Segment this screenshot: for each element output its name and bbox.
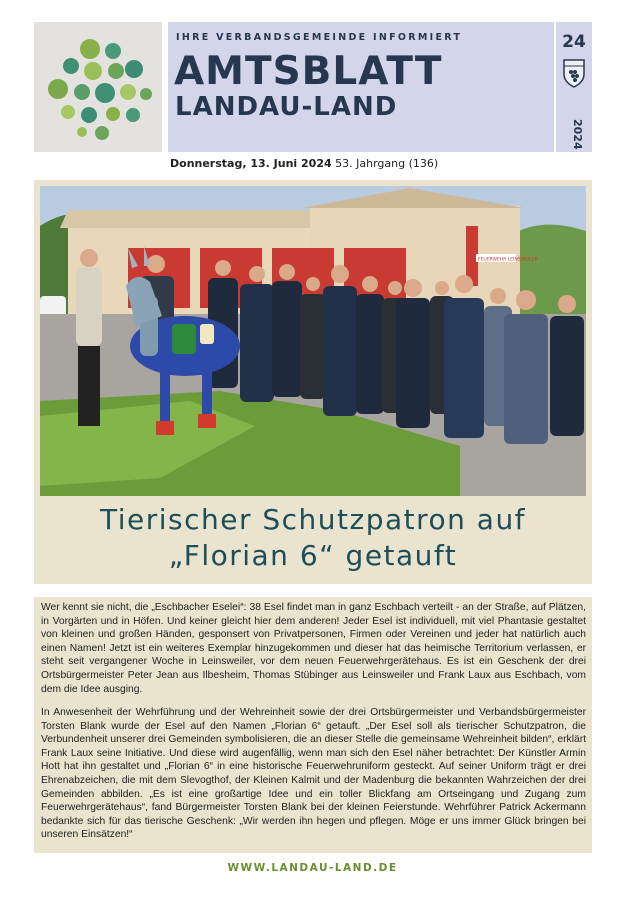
issue-volume: 53. Jahrgang (136) xyxy=(335,157,439,170)
lead-photo xyxy=(40,186,586,496)
logo xyxy=(34,22,162,152)
issue-box xyxy=(556,22,592,152)
masthead-title: AMTSBLATT xyxy=(174,49,443,94)
dots-logo-icon xyxy=(34,22,162,152)
article-body xyxy=(34,597,592,853)
masthead xyxy=(168,22,554,152)
coat-of-arms-icon xyxy=(562,58,586,88)
headline-line-1: Tierischer Schutzpatron auf xyxy=(99,503,527,536)
footer-website-link[interactable]: WWW.LANDAU-LAND.DE xyxy=(227,862,398,874)
issue-date: Donnerstag, 13. Juni 2024 xyxy=(170,157,332,170)
issue-number: 24 xyxy=(562,32,586,52)
article-headline xyxy=(34,502,592,574)
masthead-kicker: IHRE VERBANDSGEMEINDE INFORMIERT xyxy=(176,32,463,43)
lead-story-panel xyxy=(34,180,592,584)
building-sign: FEUERWEHR LEINSWEILER xyxy=(478,257,538,263)
group-photo-image xyxy=(40,186,586,496)
headline-line-2: „Florian 6“ getauft xyxy=(168,539,458,572)
dateline xyxy=(170,157,438,170)
article-paragraph-2: In Anwesenheit der Wehrführung und der Wehreinheit sowie der drei Ortsbürgermeister und Verbandsbürgermeister Torsten Blank wurde der Esel auf den Namen „Florian 6“ getauft. „Der Esel soll als tierischer Schutzpatron, die Verbundenheit unserer drei Gemeinden symbolisieren, die an dieser Stelle die gemeinsame Wehreinheit bilden“, erklärt Frank Laux seine Initiative. Und diese wird augenfällig, wenn man sich den Esel näher betrachtet: Der Künstler Armin Hott hat ihn gestaltet und „Florian 6“ in eine historische Feuerwehruniform gesteckt. Auf seiner Uniform trägt er drei Ehrenabzeichen, die mit dem Slevogthof, der Kleinen Kalmit und der Madenburg die bekannten Wahrzeichen der drei Gemeinden abbilden. „Es ist eine großartige Idee und ein toller Blickfang am Ortseingang und Zugang zum Feuerwehrgerätehaus“, fand Bürgermeister Torsten Blank bei der kleinen Feierstunde. Wehrführer Patrick Ackermann bedankte sich für das tierische Geschenk: „Wir werden ihn hegen und pflegen. Möge er uns immer Glück bringen bei unseren Einsätzen!“ xyxy=(41,707,586,841)
issue-year: 2024 xyxy=(571,118,584,150)
article-paragraph-1: Wer kennt sie nicht, die „Eschbacher Eselei“: 38 Esel findet man in ganz Eschbach verteilt - an der Straße, auf Plätzen, in Vorgärten und in Höfen. Und keiner gleicht hier dem anderen! Jeder Esel ist individuell, mit viel Phantasie gestaltet von kleinen und großen Händen, gesponsert von Privatpersonen, Firmen oder Vereinen und jeder hat natürlich auch einen Namen! Jetzt ist ein weiteres Exemplar hinzugekommen und dieser hat das heimische Territorium verlassen, er steht seit vergangener Woche in Leinsweiler, vor dem neuen Feuerwehrgerätehaus. Es ist ein Geschenk der drei Ortsbürgermeister Peter Jean aus Ilbesheim, Thomas Stübinger aus Leinsweiler und Frank Laux aus Eschbach, vom dem die Idee ausging. xyxy=(41,602,586,695)
masthead-subtitle: LANDAU-LAND xyxy=(175,92,398,122)
